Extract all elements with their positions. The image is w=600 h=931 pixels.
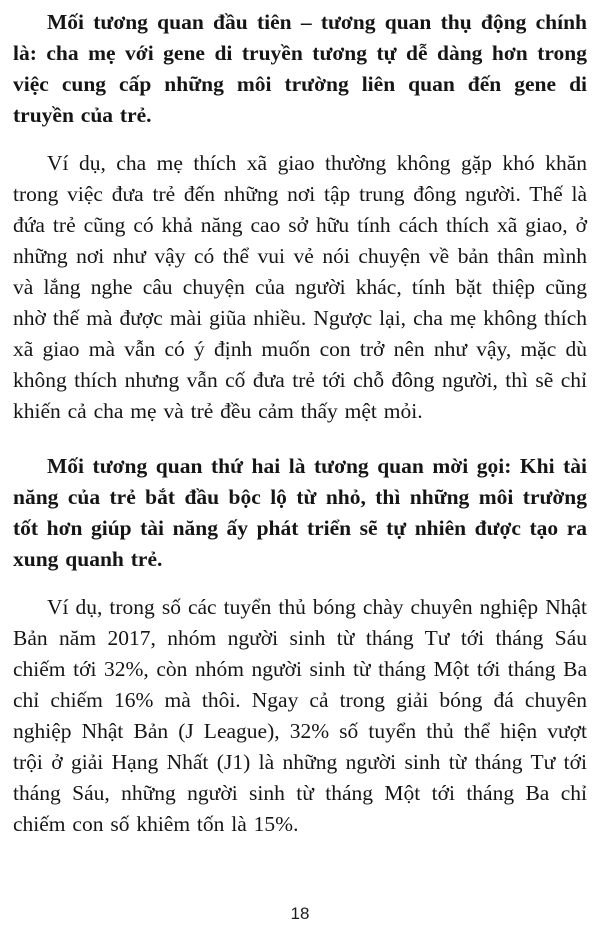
paragraph-evocative-correlation: Mối tương quan thứ hai là tương quan mời gọi: Khi tài năng của trẻ bắt đầu bộc lộ từ nhỏ, thì những môi trường tốt hơn giúp tài năng ấy phát triển sẽ tự nhiên được tạo ra xung quanh trẻ.	[13, 454, 587, 571]
page-number: 18	[290, 904, 310, 923]
paragraph-social-example: Ví dụ, cha mẹ thích xã giao thường không gặp khó khăn trong việc đưa trẻ đến những nơi tập trung đông người. Thế là đứa trẻ cũng có khả năng cao sở hữu tính cách thích xã giao, ở những nơi như vậy có thể vui vẻ nói chuyện về bản thân mình và lắng nghe câu chuyện của người khác, tính bặt thiệp cũng nhờ thế mà được mài giũa nhiều. Ngược lại, cha mẹ không thích xã giao mà vẫn có ý định muốn con trở nên như vậy, mặc dù không thích nhưng vẫn cố đưa trẻ tới chỗ đông người, thì sẽ chỉ khiến cả cha mẹ và trẻ đều cảm thấy mệt mỏi.	[13, 151, 587, 423]
page-body	[13, 7, 587, 840]
paragraph-sports-example: Ví dụ, trong số các tuyển thủ bóng chày chuyên nghiệp Nhật Bản năm 2017, nhóm người sinh từ tháng Tư tới tháng Sáu chiếm tới 32%, còn nhóm người sinh từ tháng Một tới tháng Ba chỉ chiếm 16% mà thôi. Ngay cả trong giải bóng đá chuyên nghiệp Nhật Bản (J League), 32% số tuyển thủ thể hiện vượt trội ở giải Hạng Nhất (J1) là những người sinh từ tháng Tư tới tháng Sáu, những người sinh từ tháng Một tới tháng Ba chỉ chiếm con số khiêm tốn là 15%.	[13, 595, 587, 836]
paragraph-passive-correlation: Mối tương quan đầu tiên – tương quan thụ động chính là: cha mẹ với gene di truyền tương tự dễ dàng hơn trong việc cung cấp những môi trường liên quan đến gene di truyền của trẻ.	[13, 10, 587, 127]
